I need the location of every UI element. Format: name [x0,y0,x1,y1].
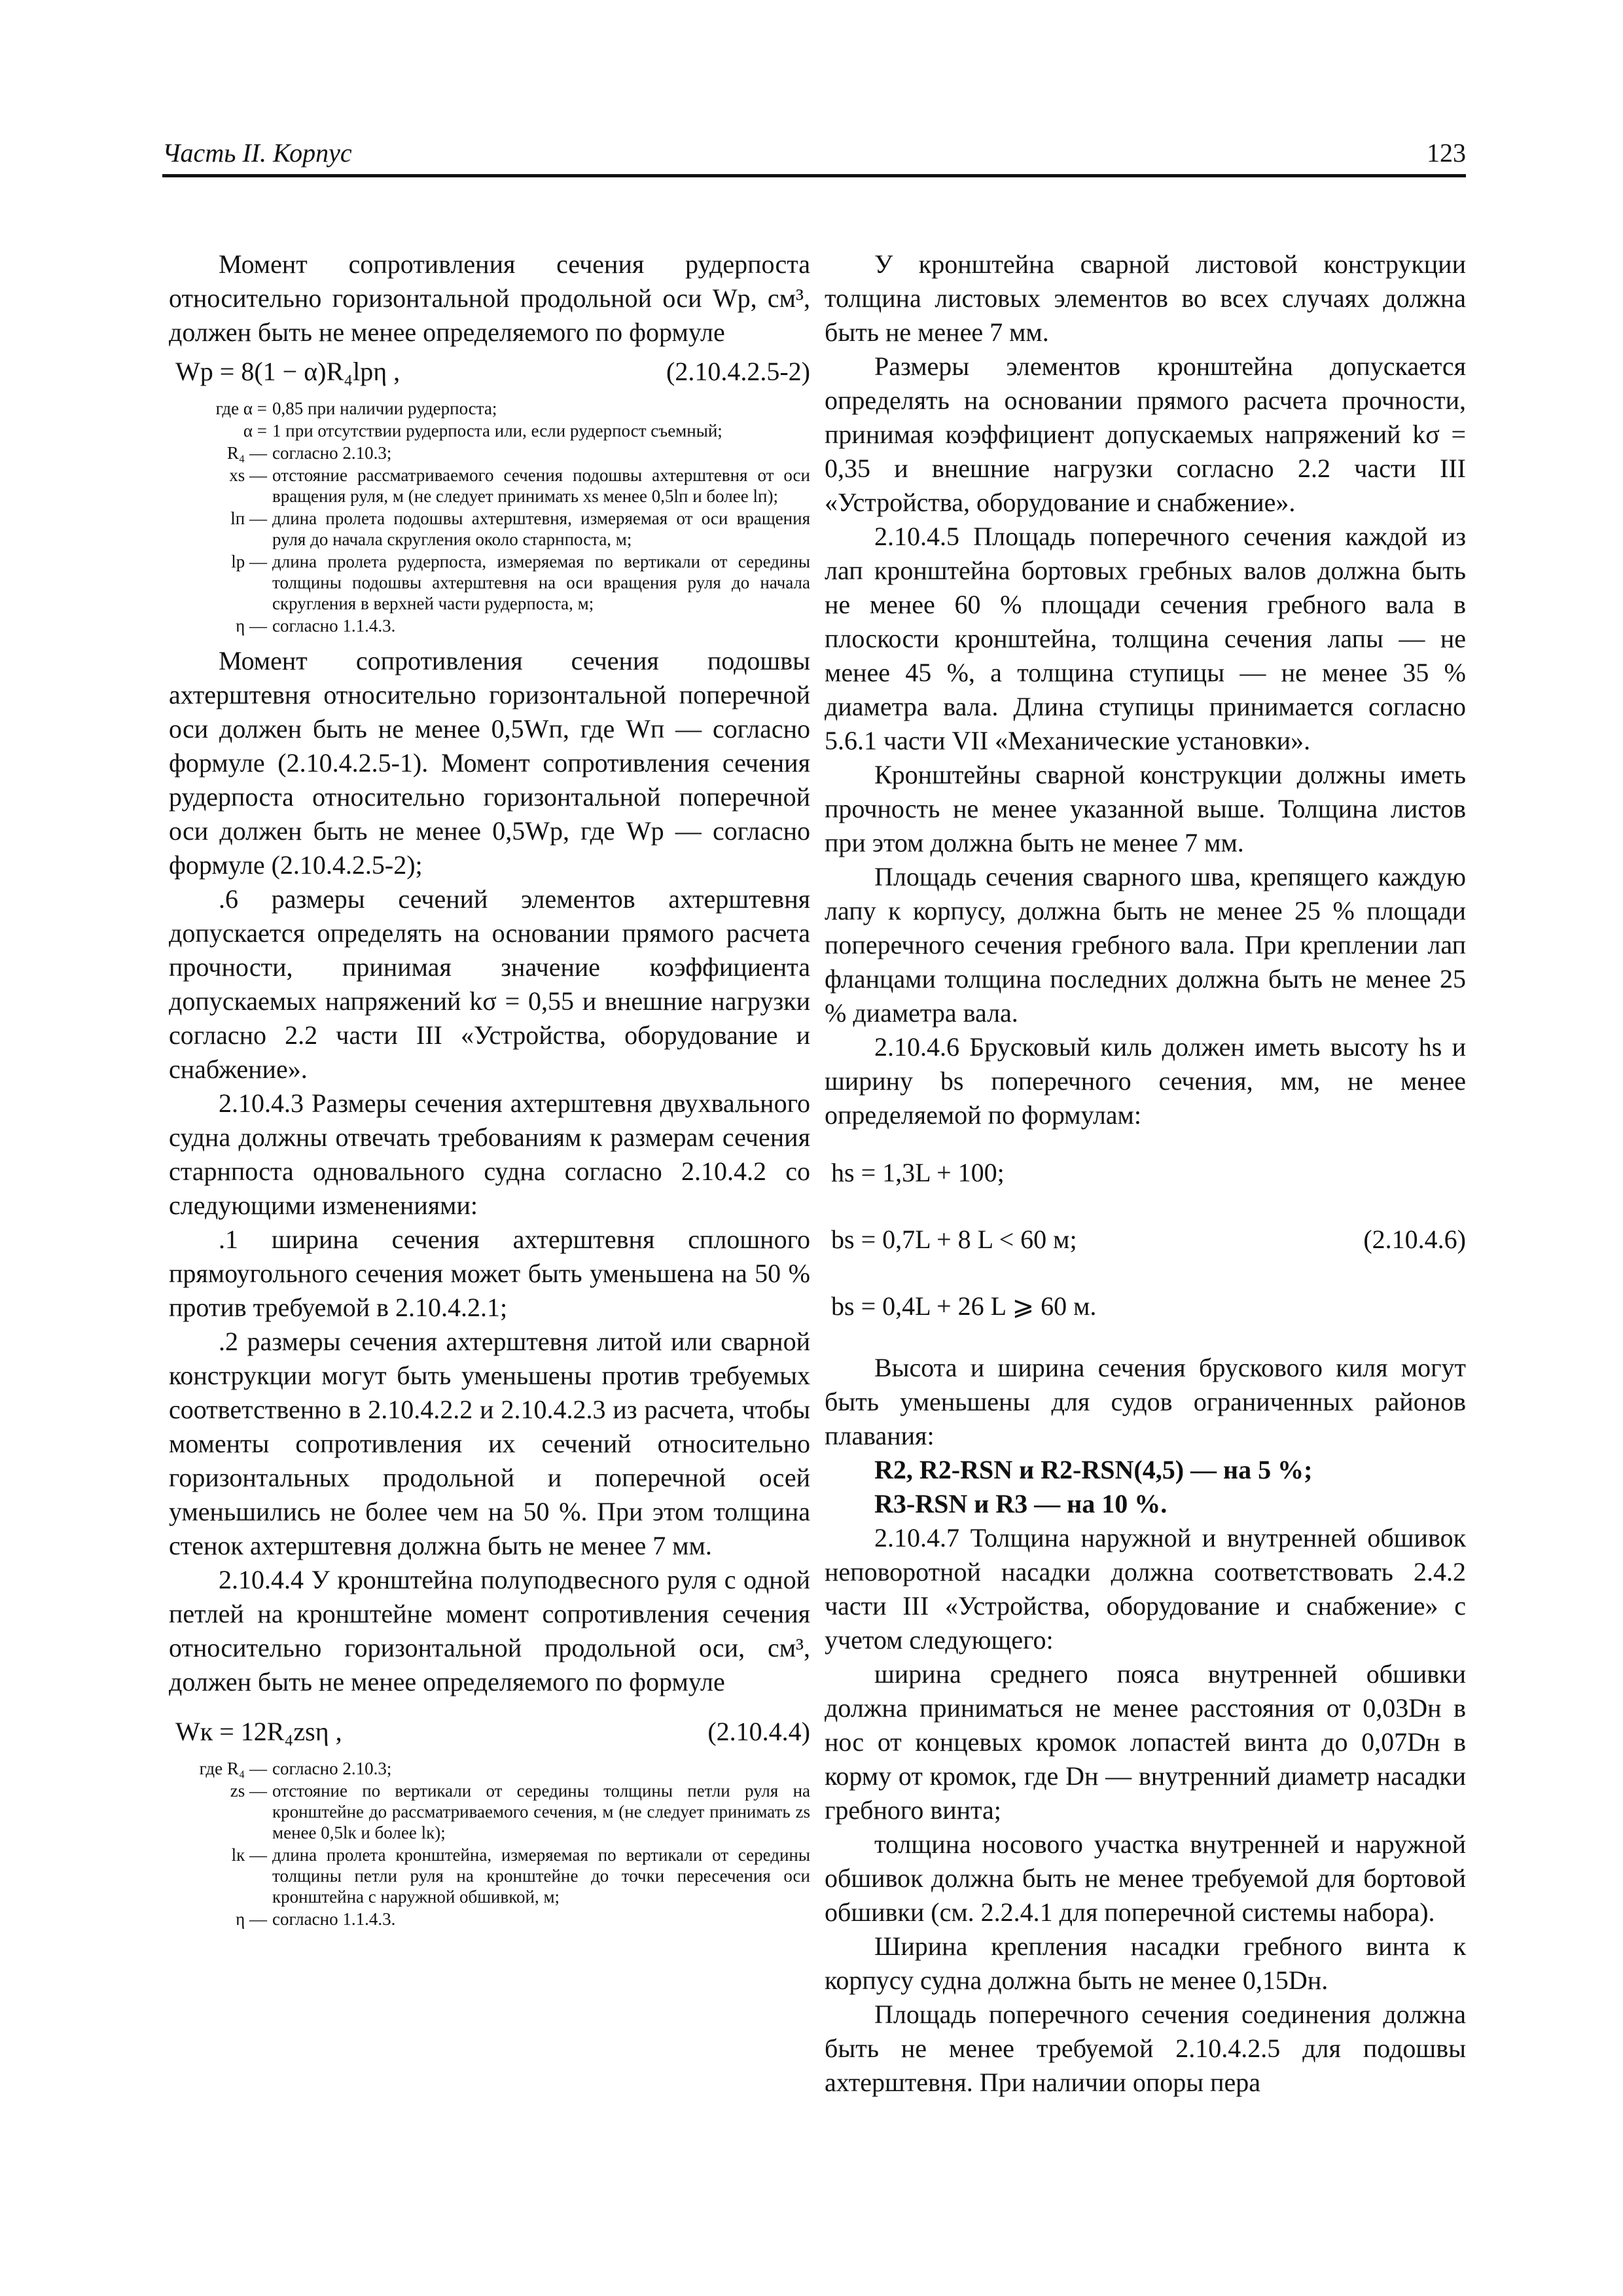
header-rule [162,174,1466,177]
formula-2-10-4-4 [169,1716,810,1751]
bold-text: R2, R2-RSN и R2-RSN(4,5) — на 5 %; [874,1455,1313,1484]
where-text: длина пролета кронштейна, измеряемая по вертикали от середины толщины петли руля на кронштейне до точки пересечения оси кронштейна с наружной обшивкой, м; [272,1845,810,1907]
formula-expression: Wр = 8(1 − α)R₄lрη , [175,357,401,386]
section-2-10-4-3: 2.10.4.3 Размеры сечения ахтерштевня двухвального судна должны отвечать требованиям к размерам сечения старнпоста одновального судна согласно 2.10.4.2 со следующими изменениями: [169,1088,810,1220]
where-row [169,442,810,463]
page-number: 123 [1427,138,1466,168]
paragraph: Момент сопротивления сечения подошвы ахтерштевня относительно горизонтальной поперечной оси должен быть не менее 0,5Wп, где Wп — согласно формуле (2.10.4.2.5-1). Момент сопротивления сечения рудерпоста относительно горизонтальной поперечной оси должен быть не менее 0,5Wр, где Wр — согласно формуле (2.10.4.2.5-2); [169,646,810,880]
where-text: согласно 1.1.4.3. [272,616,396,636]
where-list [169,1758,810,1929]
part-title: Часть II. Корпус [162,138,352,168]
formula-bs-large [825,1291,1466,1326]
where-symbol: lр — [231,552,267,571]
where-row [169,1909,810,1929]
formula-bs-small [825,1224,1466,1259]
area-restriction-r2 [825,1453,1466,1487]
where-symbol: R₄ — [226,443,267,463]
where-symbol: где R₄ — [199,1759,267,1778]
paragraph: У кронштейна сварной листовой конструкции толщина листовых элементов во всех случаях должна быть не менее 7 мм. [825,249,1466,347]
paragraph: Высота и ширина сечения брускового киля могут быть уменьшены для судов ограниченных районов плавания: [825,1353,1466,1450]
where-row [169,1780,810,1843]
paragraph: Ширина крепления насадки гребного винта к корпусу судна должна быть не менее 0,15Dн. [825,1931,1466,1995]
formula-expression: bs = 0,4L + 26 L ⩾ 60 м. [831,1291,1097,1321]
where-row [169,420,810,441]
area-restriction-r3 [825,1487,1466,1521]
paragraph: .2 размеры сечения ахтерштевня литой или сварной конструкции могут быть уменьшены против требуемых соответственно в 2.10.4.2.2 и 2.10.4.2.3 из расчета, чтобы моменты сопротивления их сечений относительно горизонтальных продольной и поперечной осей уменьшились не более чем на 50 %. При этом толщина стенок ахтерштевня должна быть не менее 7 мм. [169,1327,810,1560]
where-text: 0,85 при наличии рудерпоста; [272,399,497,418]
where-row [169,465,810,507]
paragraph: Кронштейны сварной конструкции должны иметь прочность не менее указанной выше. Толщина листов при этом должна быть не менее 7 мм. [825,760,1466,857]
bold-text: R3-RSN и R3 — на 10 %. [874,1489,1168,1518]
where-text: согласно 1.1.4.3. [272,1909,396,1929]
left-column [169,247,810,1937]
where-row [169,508,810,550]
formula-hs [825,1157,1466,1193]
right-column [825,247,1466,2100]
paragraph: толщина носового участка внутренней и наружной обшивок должна быть не менее требуемой для бортовой обшивки (см. 2.2.4.1 для поперечной системы набора). [825,1829,1466,1927]
where-symbol: η — [236,1909,267,1929]
where-list [169,398,810,636]
formula-expression: bs = 0,7L + 8 L < 60 м; [831,1225,1077,1254]
where-symbol: где α = [215,399,267,418]
where-text: согласно 2.10.3; [272,1759,392,1778]
running-header [162,137,1466,178]
where-symbol: xs — [229,465,267,485]
where-symbol: lк — [231,1845,267,1865]
where-text: длина пролета подошвы ахтерштевня, измеряемая от оси вращения руля до начала скругления около старнпоста, м; [272,509,810,549]
paragraph: Площадь сечения сварного шва, крепящего каждую лапу к корпусу, должна быть не менее 25 % площади поперечного сечения гребного вала. При креплении лап фланцами толщина последних должна быть не менее 25 % диаметра вала. [825,862,1466,1028]
where-row [169,551,810,614]
where-symbol: lп — [230,509,267,528]
where-row [169,1844,810,1907]
paragraph: .6 размеры сечений элементов ахтерштевня допускается определять на основании прямого расчета прочности, принимая значение коэффициента допускаемых напряжений kσ = 0,55 и внешние нагрузки согласно 2.2 части III «Устройства, оборудование и снабжение». [169,884,810,1084]
where-text: длина пролета рудерпоста, измеряемая по вертикали от середины толщины подошвы ахтерштевня на оси вращения руля до начала скругления в верхней части рудерпоста, м; [272,552,810,613]
paragraph: Площадь поперечного сечения соединения должна быть не менее требуемой 2.10.4.2.5 для подошвы ахтерштевня. При наличии опоры пера [825,2000,1466,2097]
formula-number: (2.10.4.6) [1363,1225,1466,1254]
where-row [169,398,810,419]
section-2-10-4-7: 2.10.4.7 Толщина наружной и внутренней обшивок неповоротной насадки должна соответствовать 2.4.2 части III «Устройства, оборудование и снабжение» с учетом следующего: [825,1523,1466,1655]
where-row [169,1758,810,1779]
section-2-10-4-4: 2.10.4.4 У кронштейна полуподвесного руля с одной петлей на кронштейне момент сопротивления сечения относительно горизонтальной продольной оси, см³, должен быть не менее определяемого по формуле [169,1565,810,1696]
formula-number: (2.10.4.2.5-2) [666,357,810,386]
where-text: отстояние рассматриваемого сечения подошвы ахтерштевня от оси вращения руля, м (не следует принимать xs менее 0,5lп и более lп); [272,465,810,506]
formula-2-10-4-2-5-2 [169,356,810,391]
formula-expression: hs = 1,3L + 100; [831,1158,1005,1187]
paragraph: ширина среднего пояса внутренней обшивки должна приниматься не менее расстояния от 0,03Dн в нос от концевых кромок лопастей винта до 0,07Dн в корму от кромок, где Dн — внутренний диаметр насадки гребного винта; [825,1659,1466,1825]
where-text: отстояние по вертикали от середины толщины петли руля на кронштейне до рассматриваемого сечения, м (не следует принимать zs менее 0,5lк и более lк); [272,1781,810,1842]
where-row [169,615,810,636]
section-2-10-4-5: 2.10.4.5 Площадь поперечного сечения каждой из лап кронштейна бортовых гребных валов должна быть не менее 60 % площади сечения гребного вала в плоскости кронштейна, толщина сечения лапы — не менее 45 %, а толщина ступицы — не менее 35 % диаметра вала. Длина ступицы принимается согласно 5.6.1 части VII «Механические установки». [825,522,1466,755]
where-symbol: zs — [230,1781,267,1801]
where-symbol: α = [243,421,267,440]
formula-number: (2.10.4.4) [707,1717,810,1746]
section-2-10-4-6: 2.10.4.6 Брусковый киль должен иметь высоту hs и ширину bs поперечного сечения, мм, не менее определяемой по формулам: [825,1032,1466,1130]
paragraph: Размеры элементов кронштейна допускается определять на основании прямого расчета прочности, принимая коэффициент допускаемых напряжений kσ = 0,35 и внешние нагрузки согласно 2.2 части III «Устройства, оборудование и снабжение». [825,351,1466,517]
paragraph: .1 ширина сечения ахтерштевня сплошного прямоугольного сечения может быть уменьшена на 50 % против требуемой в 2.10.4.2.1; [169,1225,810,1322]
where-text: 1 при отсутствии рудерпоста или, если рудерпост съемный; [272,421,722,440]
formula-expression: Wк = 12R₄zsη , [175,1717,342,1746]
paragraph: Момент сопротивления сечения рудерпоста относительно горизонтальной продольной оси Wр, см³, должен быть не менее определяемого по формуле [169,249,810,347]
where-text: согласно 2.10.3; [272,443,392,463]
where-symbol: η — [236,616,267,636]
